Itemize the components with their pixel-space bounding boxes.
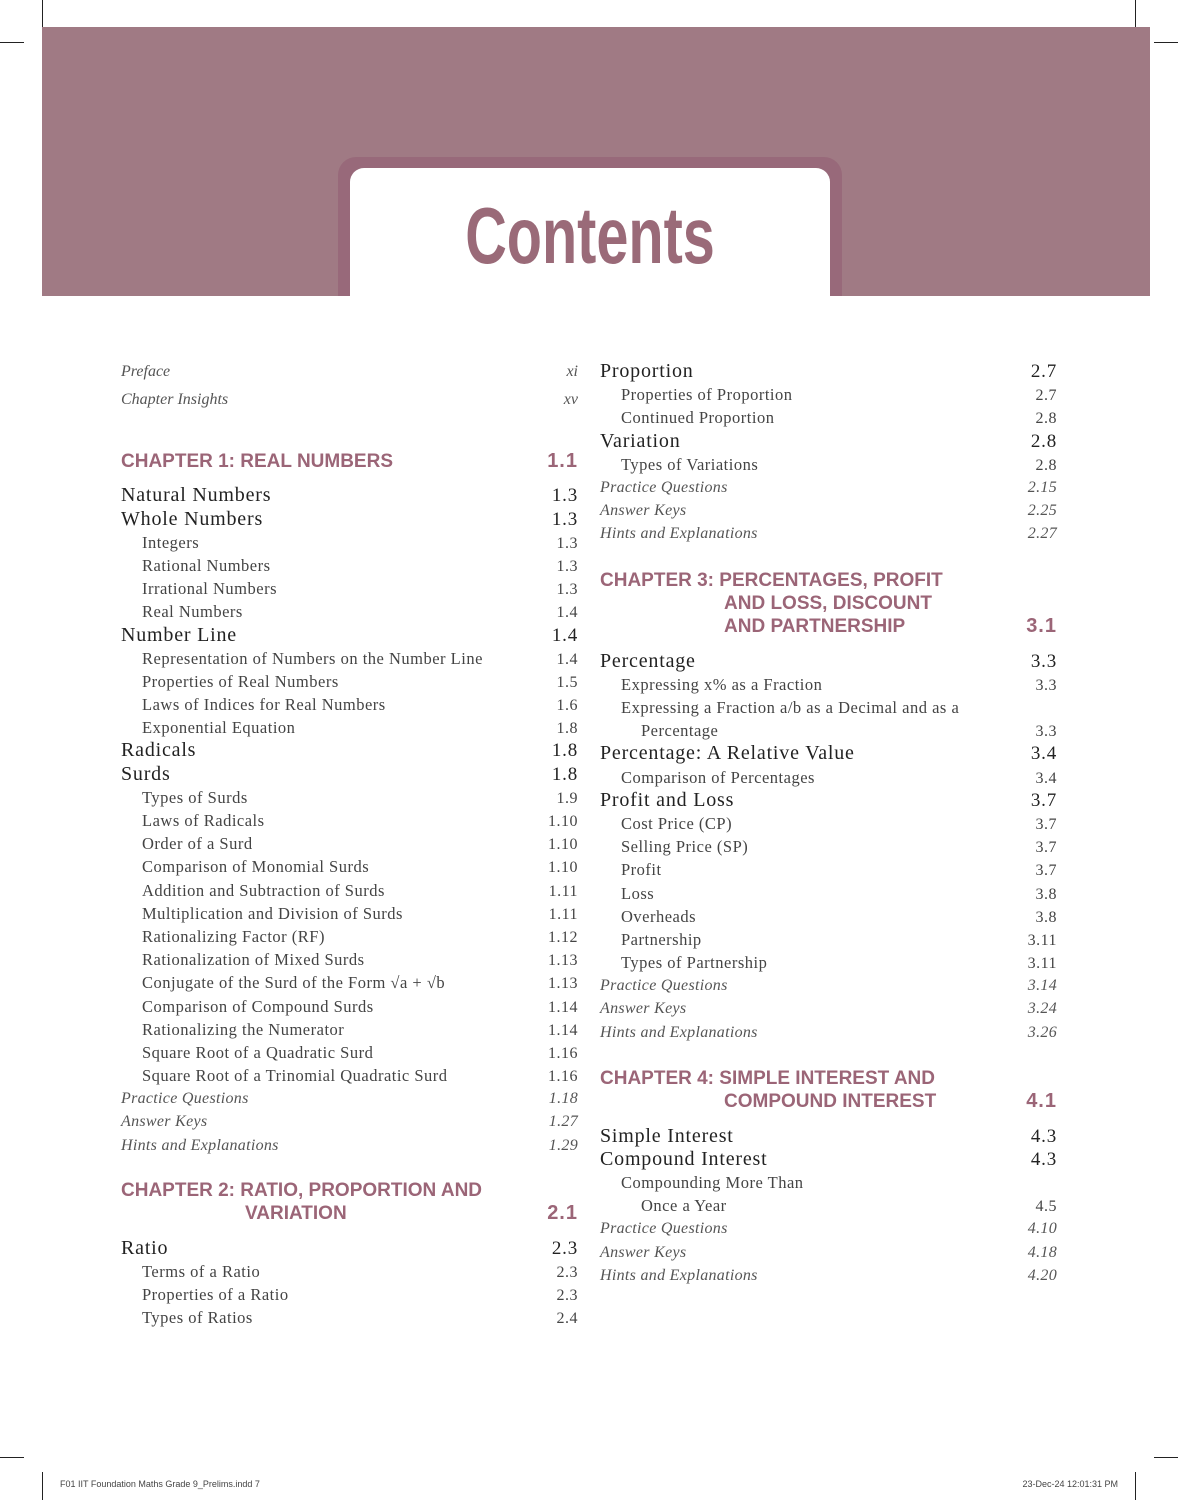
- toc-entry-title: Number Line: [121, 623, 237, 646]
- toc-page-number: 3.26: [1027, 1023, 1057, 1041]
- chapter-heading: [121, 450, 578, 473]
- toc-entry-title: Rationalizing Factor (RF): [142, 926, 325, 946]
- toc-page-number: 3.3: [1030, 650, 1057, 672]
- toc-page-number: xi: [566, 363, 578, 380]
- toc-page-number: 2.8: [1035, 410, 1057, 428]
- chapter-title-line: [600, 1090, 1057, 1113]
- toc-page-number: 2.7: [1035, 387, 1057, 405]
- toc-entry-title: Addition and Subtraction of Surds: [142, 880, 385, 900]
- toc-page-number: 2.8: [1030, 430, 1057, 452]
- toc-page-number: 2.3: [556, 1286, 578, 1304]
- toc-entry-title: Proportion: [600, 360, 694, 382]
- toc-entry-title: Compounding More Than: [621, 1173, 804, 1193]
- toc-page-number: 4.3: [1030, 1125, 1057, 1147]
- chapter-heading: [121, 1179, 578, 1226]
- toc-entry[interactable]: [121, 1306, 578, 1329]
- toc-entry[interactable]: [121, 763, 578, 786]
- toc-entry[interactable]: [600, 1241, 1057, 1264]
- toc-entry-title: Irrational Numbers: [142, 579, 277, 599]
- toc-entry[interactable]: [121, 1041, 578, 1064]
- toc-entry[interactable]: [121, 716, 578, 739]
- toc-page-number: 1.14: [548, 998, 578, 1016]
- toc-entry-title: Practice Questions: [600, 478, 728, 496]
- toc-entry[interactable]: [600, 383, 1057, 406]
- toc-entry-title: Conjugate of the Surd of the Form √a + √b: [142, 973, 446, 993]
- toc-entry[interactable]: [600, 951, 1057, 974]
- toc-page-number: 2.25: [1027, 502, 1057, 520]
- toc-entry-title: Integers: [142, 532, 200, 552]
- toc-entry[interactable]: [121, 1087, 578, 1110]
- toc-entry-title: Hints and Explanations: [121, 1136, 279, 1154]
- toc-page-number: 1.8: [551, 740, 578, 762]
- toc-entry[interactable]: [121, 855, 578, 878]
- toc-entry[interactable]: [121, 1110, 578, 1133]
- toc-entry-title: Ratio: [121, 1236, 169, 1259]
- toc-page-number: 1.14: [548, 1021, 578, 1039]
- toc-entry-title: Once a Year: [641, 1196, 727, 1216]
- toc-entry[interactable]: [121, 879, 578, 902]
- chapter-title: CHAPTER 1: REAL NUMBERS: [121, 451, 394, 472]
- toc-page-number: 1.11: [548, 905, 578, 923]
- toc-entry[interactable]: [600, 905, 1057, 928]
- toc-entry[interactable]: [600, 974, 1057, 997]
- toc-entry-title: Percentage: [600, 649, 696, 672]
- toc-page-number: 3.7: [1035, 862, 1057, 880]
- toc-page-number: 3.4: [1035, 769, 1057, 787]
- toc-entry[interactable]: [600, 742, 1057, 765]
- toc-page-number: 1.11: [548, 882, 578, 900]
- toc-page-number: 1.13: [548, 952, 578, 970]
- toc-entry-title: Expressing x% as a Fraction: [621, 674, 823, 694]
- toc-page-number: 4.5: [1035, 1198, 1057, 1216]
- toc-page-number: xv: [563, 391, 578, 408]
- toc-entry[interactable]: [121, 948, 578, 971]
- toc-entry-title: Compound Interest: [600, 1147, 768, 1170]
- toc-entry[interactable]: [600, 476, 1057, 499]
- toc-page-number: 4.20: [1027, 1266, 1057, 1284]
- toc-page-number: 1.18: [548, 1090, 578, 1108]
- crop-mark: [1154, 42, 1178, 43]
- toc-page-number: 1.4: [551, 624, 578, 646]
- toc-entry-title: Comparison of Compound Surds: [142, 996, 374, 1016]
- toc-page-number: 1.3: [551, 508, 578, 530]
- toc-entry[interactable]: [121, 484, 578, 507]
- toc-left-column: [121, 360, 578, 1329]
- toc-entry[interactable]: [121, 925, 578, 948]
- toc-page-number: 3.7: [1030, 789, 1057, 811]
- toc-page-number: 3.8: [1035, 908, 1057, 926]
- toc-entry[interactable]: [121, 1283, 578, 1306]
- toc-page-number: 3.3: [1035, 723, 1057, 741]
- toc-entry-title: Natural Numbers: [121, 484, 272, 507]
- crop-mark: [42, 0, 43, 27]
- toc-entry-title: Types of Surds: [142, 787, 248, 807]
- toc-page-number: 3.8: [1035, 885, 1057, 903]
- chapter-page-number: 1.1: [547, 450, 578, 472]
- toc-entry-title: Types of Partnership: [621, 953, 768, 973]
- toc-entry-title: Profit and Loss: [600, 788, 735, 811]
- toc-entry[interactable]: [600, 1171, 1057, 1194]
- toc-entry-title: Rationalization of Mixed Surds: [142, 950, 365, 970]
- toc-entry-title: Preface: [121, 363, 171, 380]
- page-title: Contents: [465, 191, 715, 280]
- toc-entry[interactable]: [600, 499, 1057, 522]
- toc-entry[interactable]: [121, 693, 578, 716]
- toc-page-number: 3.24: [1027, 1000, 1057, 1018]
- toc-entry[interactable]: [600, 696, 1057, 719]
- toc-entry-title: Properties of a Ratio: [142, 1284, 289, 1304]
- footer-filename: F01 IIT Foundation Maths Grade 9_Prelims.indd 7: [60, 1479, 260, 1489]
- toc-page-number: 1.4: [556, 650, 578, 668]
- toc-page-number: 1.29: [548, 1136, 578, 1154]
- toc-entry[interactable]: [600, 1148, 1057, 1171]
- toc-page-number: 2.8: [1035, 456, 1057, 474]
- toc-entry[interactable]: [600, 1264, 1057, 1287]
- toc-entry[interactable]: [600, 835, 1057, 858]
- toc-entry[interactable]: [121, 508, 578, 531]
- chapter-heading: [600, 569, 1057, 639]
- toc-page-number: 1.9: [556, 789, 578, 807]
- toc-entry[interactable]: [121, 600, 578, 623]
- toc-page-number: 2.4: [556, 1310, 578, 1328]
- toc-entry[interactable]: [600, 789, 1057, 812]
- toc-entry-title: Properties of Real Numbers: [142, 671, 339, 691]
- toc-entry-title: Properties of Proportion: [621, 385, 793, 405]
- toc-entry[interactable]: [121, 647, 578, 670]
- toc-page-number: 3.11: [1027, 955, 1057, 973]
- toc-entry-title: Practice Questions: [121, 1090, 249, 1108]
- chapter-title: AND PARTNERSHIP: [724, 616, 906, 638]
- toc-page-number: 1.12: [548, 928, 578, 946]
- toc-entry-title: Chapter Insights: [121, 391, 229, 408]
- chapter-title-line: [121, 1179, 578, 1202]
- toc-page-number: 2.3: [556, 1263, 578, 1281]
- toc-entry[interactable]: [121, 1064, 578, 1087]
- toc-entry-title: Laws of Indices for Real Numbers: [142, 695, 386, 715]
- toc-entry-title: Practice Questions: [600, 977, 728, 995]
- toc-entry[interactable]: [121, 1237, 578, 1260]
- toc-entry-title: Comparison of Percentages: [621, 767, 815, 787]
- toc-entry[interactable]: [600, 1021, 1057, 1044]
- toc-page-number: 4.3: [1030, 1148, 1057, 1170]
- chapter-page-number: 2.1: [547, 1202, 578, 1225]
- toc-entry[interactable]: [121, 670, 578, 693]
- toc-entry[interactable]: [600, 766, 1057, 789]
- toc-page-number: 3.3: [1035, 676, 1057, 694]
- toc-page-number: 1.10: [548, 836, 578, 854]
- toc-page-number: 1.16: [548, 1068, 578, 1086]
- toc-entry-title: Representation of Numbers on the Number Line: [142, 648, 483, 668]
- toc-entry-title: Answer Keys: [600, 1243, 687, 1261]
- toc-entry-title: Answer Keys: [600, 1000, 687, 1018]
- chapter-title-line: [600, 1067, 1057, 1090]
- toc-entry[interactable]: [121, 809, 578, 832]
- toc-entry[interactable]: [600, 997, 1057, 1020]
- toc-entry[interactable]: [600, 928, 1057, 951]
- crop-mark: [0, 1457, 24, 1458]
- toc-page-number: 1.16: [548, 1044, 578, 1062]
- toc-page-number: 1.5: [556, 673, 578, 691]
- toc-entry[interactable]: [121, 554, 578, 577]
- crop-mark: [1135, 0, 1136, 27]
- toc-entry[interactable]: [121, 971, 578, 994]
- toc-entry[interactable]: [600, 650, 1057, 673]
- toc-entry-title: Simple Interest: [600, 1124, 734, 1147]
- toc-entry[interactable]: [600, 812, 1057, 835]
- toc-entry[interactable]: [121, 1018, 578, 1041]
- toc-entry-title: Hints and Explanations: [600, 1023, 758, 1041]
- toc-page-number: 3.7: [1035, 815, 1057, 833]
- chapter-heading: [600, 1067, 1057, 1114]
- toc-entry[interactable]: [600, 719, 1057, 742]
- toc-entry[interactable]: [600, 673, 1057, 696]
- toc-page-number: 3.7: [1035, 839, 1057, 857]
- toc-entry-title: Comparison of Monomial Surds: [142, 857, 370, 877]
- toc-page-number: 2.3: [551, 1237, 578, 1259]
- chapter-title-line: [121, 1202, 578, 1225]
- chapter-page-number: 3.1: [1026, 615, 1057, 638]
- toc-entry[interactable]: [600, 406, 1057, 429]
- toc-page-number: 3.11: [1027, 931, 1057, 949]
- toc-page-number: 2.7: [1030, 361, 1057, 382]
- toc-entry-title: Selling Price (SP): [621, 837, 749, 857]
- toc-entry-title: Expressing a Fraction a/b as a Decimal and as a: [621, 698, 960, 718]
- toc-entry[interactable]: [121, 1260, 578, 1283]
- toc-entry-title: Radicals: [121, 739, 197, 762]
- toc-entry-title: Answer Keys: [600, 502, 687, 520]
- toc-entry-title: Real Numbers: [142, 602, 243, 622]
- toc-entry-title: Profit: [621, 860, 662, 880]
- toc-entry-title: Hints and Explanations: [600, 1266, 758, 1284]
- toc-entry[interactable]: [600, 882, 1057, 905]
- toc-entry[interactable]: [600, 1217, 1057, 1240]
- toc-entry-title: Square Root of a Quadratic Surd: [142, 1042, 374, 1062]
- toc-entry[interactable]: [600, 360, 1057, 383]
- toc-entry-title: Variation: [600, 429, 681, 452]
- crop-mark: [1135, 1472, 1136, 1500]
- toc-page-number: 4.18: [1027, 1243, 1057, 1261]
- toc-entry-title: Overheads: [621, 906, 697, 926]
- toc-page-number: 1.6: [556, 697, 578, 715]
- toc-entry[interactable]: [121, 786, 578, 809]
- toc-page-number: 2.15: [1027, 478, 1057, 496]
- chapter-title: CHAPTER 4: SIMPLE INTEREST AND: [600, 1067, 935, 1089]
- chapter-title: CHAPTER 2: RATIO, PROPORTION AND: [121, 1179, 483, 1201]
- toc-page-number: 1.10: [548, 859, 578, 877]
- toc-entry-title: Answer Keys: [121, 1113, 208, 1131]
- toc-page-number: 1.3: [556, 581, 578, 599]
- toc-entry-title: Types of Variations: [621, 454, 759, 474]
- toc-entry-title: Order of a Surd: [142, 834, 253, 854]
- toc-page-number: 3.14: [1027, 977, 1057, 995]
- toc-entry-title: Partnership: [621, 929, 702, 949]
- toc-page-number: 1.4: [556, 604, 578, 622]
- toc-entry-title: Square Root of a Trinomial Quadratic Surd: [142, 1066, 448, 1086]
- toc-entry-title: Terms of a Ratio: [142, 1261, 261, 1281]
- chapter-title: CHAPTER 3: PERCENTAGES, PROFIT: [600, 569, 943, 591]
- chapter-title: VARIATION: [245, 1203, 347, 1225]
- toc-entry[interactable]: [121, 360, 578, 388]
- toc-entry-title: Percentage: A Relative Value: [600, 742, 855, 765]
- toc-entry-title: Multiplication and Division of Surds: [142, 903, 403, 923]
- toc-page-number: 2.27: [1027, 525, 1057, 543]
- toc-entry-title: Practice Questions: [600, 1220, 728, 1238]
- toc-entry-title: Cost Price (CP): [621, 813, 733, 833]
- toc-entry[interactable]: [121, 577, 578, 600]
- toc-entry[interactable]: [121, 832, 578, 855]
- toc-entry[interactable]: [600, 1125, 1057, 1148]
- toc-entry-title: Laws of Radicals: [142, 811, 265, 831]
- toc-entry[interactable]: [121, 995, 578, 1018]
- crop-mark: [1154, 1457, 1178, 1458]
- toc-entry-title: Exponential Equation: [142, 718, 296, 738]
- toc-entry-title: Rationalizing the Numerator: [142, 1019, 345, 1039]
- toc-page-number: 1.8: [551, 763, 578, 785]
- toc-entry[interactable]: [600, 430, 1057, 453]
- toc-entry[interactable]: [600, 858, 1057, 881]
- toc-entry-title: Surds: [121, 762, 171, 785]
- toc-entry[interactable]: [600, 522, 1057, 545]
- toc-page-number: 3.4: [1030, 743, 1057, 765]
- chapter-title-line: [600, 569, 1057, 592]
- chapter-title-line: [600, 615, 1057, 638]
- chapter-title-line: [121, 450, 578, 473]
- toc-entry-title: Loss: [621, 883, 655, 903]
- toc-entry[interactable]: [121, 388, 578, 416]
- toc-entry[interactable]: [121, 739, 578, 762]
- toc-page-number: 1.3: [556, 557, 578, 575]
- toc-entry[interactable]: [121, 531, 578, 554]
- toc-page-number: 1.10: [548, 813, 578, 831]
- chapter-title-line: [600, 592, 1057, 615]
- toc-entry[interactable]: [121, 624, 578, 647]
- chapter-title: COMPOUND INTEREST: [724, 1091, 937, 1113]
- toc-page-number: 4.10: [1027, 1220, 1057, 1238]
- chapter-page-number: 4.1: [1026, 1090, 1057, 1113]
- toc-page-number: 1.13: [548, 975, 578, 993]
- toc-entry-title: Continued Proportion: [621, 408, 775, 428]
- toc-entry-title: Rational Numbers: [142, 555, 271, 575]
- toc-page-number: 1.3: [556, 534, 578, 552]
- toc-entry-title: Percentage: [641, 721, 719, 741]
- toc-entry[interactable]: [121, 902, 578, 925]
- toc-entry-title: Types of Ratios: [142, 1308, 253, 1328]
- toc-entry-title: Whole Numbers: [121, 507, 264, 530]
- toc-page-number: 1.8: [556, 720, 578, 738]
- toc-page-number: 1.27: [548, 1113, 578, 1131]
- toc-right-column: [600, 360, 1057, 1287]
- toc-entry[interactable]: [600, 453, 1057, 476]
- toc-entry[interactable]: [121, 1134, 578, 1157]
- chapter-title: AND LOSS, DISCOUNT: [724, 592, 932, 614]
- crop-mark: [0, 42, 24, 43]
- toc-page-number: 1.3: [551, 485, 578, 507]
- footer-timestamp: 23-Dec-24 12:01:31 PM: [1022, 1479, 1118, 1489]
- toc-entry[interactable]: [600, 1194, 1057, 1217]
- crop-mark: [42, 1472, 43, 1500]
- toc-entry-title: Hints and Explanations: [600, 525, 758, 543]
